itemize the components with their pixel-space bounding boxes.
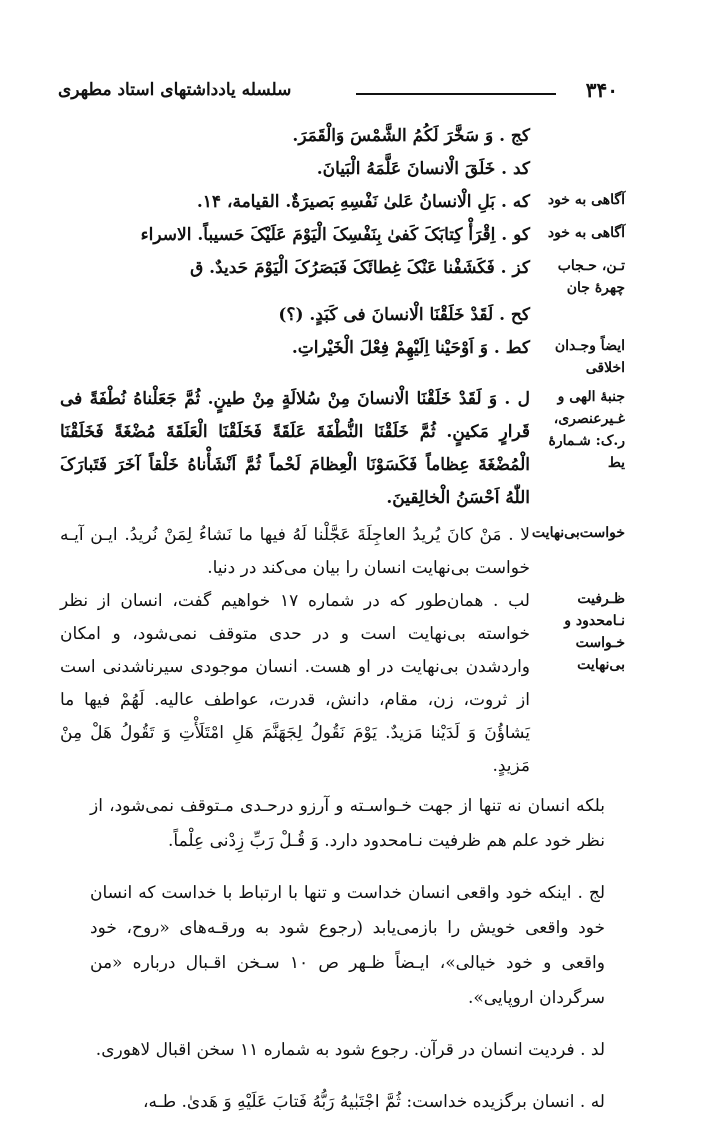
verse-entry — [60, 252, 625, 299]
verse-entry — [60, 120, 625, 153]
verse-text: ل . وَ لَقَدْ خَلَقْنَا الْانسانَ مِنْ سُلالَةٍ مِنْ طینٍ. ثُمَّ جَعَلْناهُ نُطْفَةً فی قَرارٍ مَکینٍ. ثُمَّ خَلَقْنَا النُّطْفَةَ عَلَقَةً فَخَلَقْنَا الْعَلَقَةَ مُضْغَةً فَخَلَقْنَا الْمُضْغَةَ عِظاماً فَکَسَوْنَا الْعِظامَ لَحْماً ثُمَّ اَنْشَأْناهُ خَلْقاً آخَرَ فَتَبارَکَ اللّٰهُ اَحْسَنُ الْخالِقینَ. — [60, 389, 530, 508]
verse-text: کج . وَ سَخَّرَ لَکُمُ الشَّمْسَ وَالْقَمَرَ. — [292, 126, 530, 146]
margin-note — [530, 299, 625, 302]
margin-note: خواست‌بی‌نهایت — [531, 525, 625, 541]
verse-text: کد . خَلَقَ الْانسانَ عَلَّمَهُ الْبَیانَ. — [316, 159, 530, 179]
verse-entry — [60, 332, 625, 379]
verse-entry — [60, 219, 625, 252]
margin-note: تـن، حـجاب چهرهٔ جان — [557, 258, 625, 296]
verse-entry — [60, 153, 625, 186]
page-body — [60, 120, 625, 1137]
header-rule — [356, 93, 556, 95]
verse-text: کح . لَقَدْ خَلَقْنَا الْانسانَ فی کَبَدٍ. (؟) — [278, 305, 530, 325]
body-paragraph: لد . فردیت انسان در قرآن. رجوع شود به شماره ۱۱ سخن اقبال لاهوری. — [95, 1040, 605, 1060]
verse-text: کط . وَ اَوْحَیْنا اِلَیْهِمْ فِعْلَ الْخَیْراتِ. — [291, 338, 530, 358]
margin-note — [530, 120, 625, 123]
margin-note — [530, 153, 625, 156]
verse-text: کز . فَکَشَفْنا عَنْکَ غِطائَکَ فَبَصَرُکَ الْیَوْمَ حَدیدٌ. ق — [190, 258, 530, 278]
margin-note: ظـرفیت نـامحدود و خـواست بی‌نهایت — [564, 591, 625, 673]
margin-note: آگاهی به خود — [547, 225, 625, 241]
margin-note: آگاهی به خود — [547, 192, 625, 208]
body-paragraph: بلکه انسان نه تنها از جهت خـواسـته و آرزو درحـدی مـتوقف نمی‌شود، از نظر خود علم هم ظرفیت نـامحدود دارد. وَ قُـلْ رَبِّ زِدْنی عِلْماً. — [90, 796, 605, 851]
margin-note: ایضاً وجـدان اخلاقی — [554, 338, 625, 376]
running-title: سلسله یادداشتهای استاد مطهری — [58, 80, 292, 100]
verse-entry — [60, 299, 625, 332]
verse-text: کو . اِقْرَأْ کِتابَکَ کَفیٰ بِنَفْسِکَ الْیَوْمَ عَلَیْکَ حَسیباً. الاسراء — [140, 225, 530, 245]
verse-entry — [60, 585, 625, 783]
verse-text: که . بَلِ الْانسانُ عَلیٰ نَفْسِهِ بَصیرَةٌ. القیامة، ۱۴. — [196, 192, 530, 212]
verse-entry — [60, 383, 625, 515]
body-paragraph: لج . اینکه خود واقعی انسان خداست و تنها با ارتباط با خداست که انسان خود واقعی خویش را بازمی‌یابد (رجوع شود به ورقـه‌های «روح، خود واقعی و خود خیالی»، ایـضاً ظـهر ص ۱۰ سـخن اقـبال درباره «من سرگردان اروپایی». — [90, 883, 605, 1008]
verse-entry — [60, 186, 625, 219]
page-header — [58, 78, 618, 108]
verse-entry — [60, 519, 625, 585]
body-paragraph: له . انسان برگزیده خداست: ثُمَّ اجْتَبٰیهُ رَبُّهُ فَتابَ عَلَیْهِ وَ هَدیٰ. طـه، — [142, 1092, 605, 1112]
margin-note: جنبهٔ الهی و غـیرعنصری، ر.ک: شـمارهٔ یط — [548, 389, 625, 471]
page-number: ۳۴۰ — [585, 78, 618, 102]
verse-text: لب . همان‌طور که در شماره ۱۷ خواهیم گفت، انسان از نظر خواسته بی‌نهایت است و در حدی متوقف نمی‌شود، و امکان واردشدن بی‌نهایت در او هست. انسان موجودی سیرناشدنی است از ثروت، زن، مقام، دانش، قدرت، عواطف عالیه. لَهُمْ فیها ما یَشاؤُنَ وَ لَدَیْنا مَزیدٌ. یَوْمَ نَقُولُ لِجَهَنَّمَ هَلِ امْتَلَأْتِ وَ تَقُولُ هَلْ مِنْ مَزیدٍ. — [60, 591, 530, 776]
verse-text: لا . مَنْ کانَ یُریدُ العاجِلَةَ عَجَّلْنا لَهُ فیها ما نَشاءُ لِمَنْ نُریدُ. ایـن آیـه خواست بی‌نهایت انسان را بیان می‌کند در دنیا. — [60, 525, 530, 578]
